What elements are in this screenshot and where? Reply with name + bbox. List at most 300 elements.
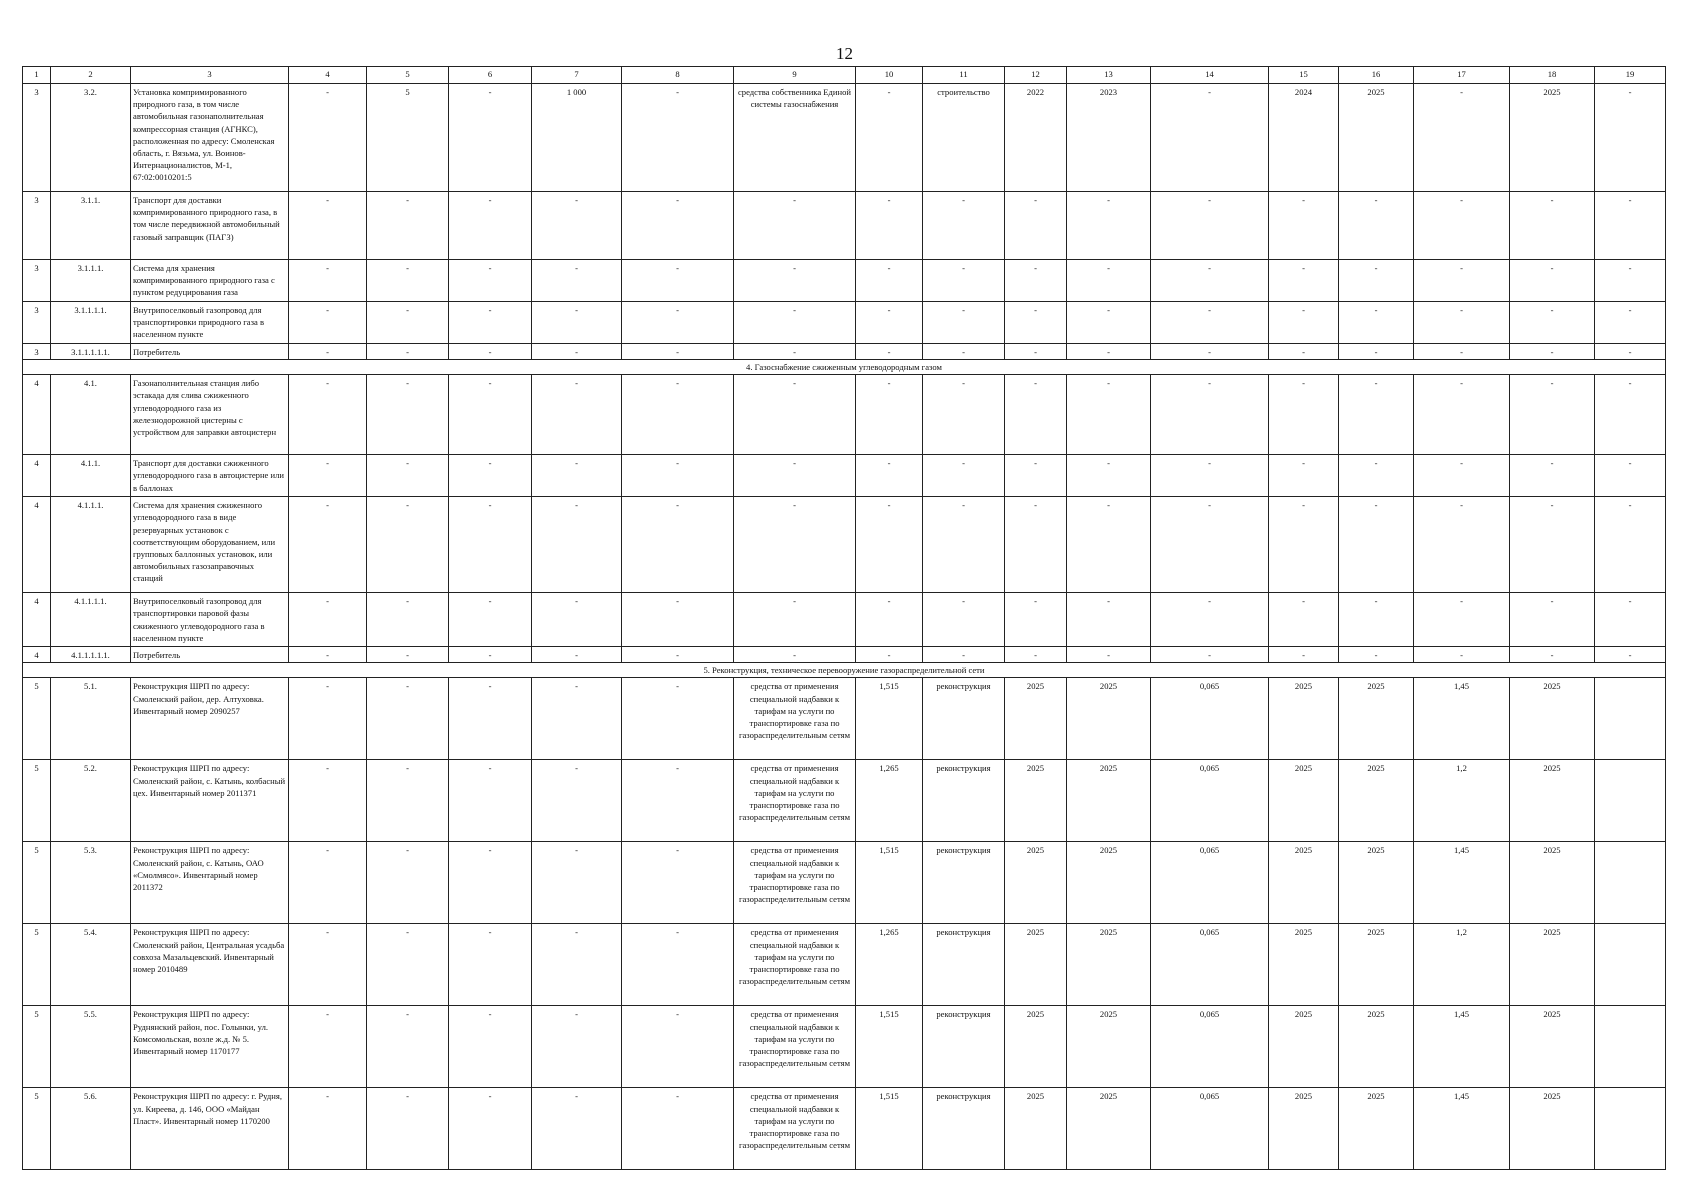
table-cell: - [856,260,923,302]
table-cell: - [1151,344,1269,360]
table-cell: 2025 [1339,842,1414,924]
object-name-cell: Транспорт для доставки компримированного природного газа, в том числе передвижной автомобильный газовый заправщик (ПАГЗ) [131,192,289,260]
table-cell: - [1510,344,1595,360]
table-cell: 4 [23,375,51,455]
table-cell: 2025 [1005,678,1067,760]
table-cell: 5 [23,1006,51,1088]
table-cell: - [1510,375,1595,455]
table-cell: - [1339,647,1414,663]
table-cell: - [1595,375,1666,455]
table-cell: 2025 [1510,1006,1595,1088]
table-cell [1595,842,1666,924]
table-cell: - [622,593,734,647]
object-name-cell: Газонаполнительная станция либо эстакада для слива сжиженного углеводородного газа из железнодорожной цистерны с устройством для заправки автоцистерн [131,375,289,455]
table-cell: - [289,678,367,760]
table-cell: - [449,647,532,663]
table-cell: - [1339,455,1414,497]
table-cell: - [734,455,856,497]
table-cell: - [1595,84,1666,192]
table-cell: - [367,455,449,497]
table-cell: 2025 [1067,760,1151,842]
table-cell: 3.1.1. [51,192,131,260]
table-cell: - [1414,455,1510,497]
table-cell: - [367,593,449,647]
table-cell: - [449,344,532,360]
table-cell: - [289,497,367,593]
table-cell: - [1339,344,1414,360]
table-cell: - [1414,344,1510,360]
table-cell: реконструкция [923,842,1005,924]
table-row [23,192,1666,260]
table-cell: - [1005,593,1067,647]
table-cell: - [856,302,923,344]
column-number-header: 10 [856,67,923,84]
table-row [23,302,1666,344]
table-row [23,260,1666,302]
table-cell: 3.1.1.1.1.1. [51,344,131,360]
table-cell: - [532,192,622,260]
table-cell: - [367,924,449,1006]
table-cell: - [622,497,734,593]
table-cell: - [289,455,367,497]
table-cell: 5.2. [51,760,131,842]
table-cell: - [367,842,449,924]
table-cell: 4 [23,455,51,497]
table-cell: - [1151,192,1269,260]
table-cell: - [1269,455,1339,497]
table-cell: - [449,678,532,760]
table-cell: 2025 [1005,1088,1067,1170]
table-cell: 1,45 [1414,1088,1510,1170]
section-header-row [23,663,1666,678]
table-body [23,84,1666,1170]
table-cell: - [856,84,923,192]
table-row [23,497,1666,593]
table-cell: - [532,260,622,302]
table-cell: - [367,302,449,344]
table-cell: 1,515 [856,1006,923,1088]
table-cell: - [734,647,856,663]
table-cell: - [1005,344,1067,360]
table-cell: - [622,84,734,192]
table-cell [1595,1088,1666,1170]
table-cell: 2023 [1067,84,1151,192]
table-cell: - [1005,260,1067,302]
table-cell: 5 [23,760,51,842]
table-cell: - [1067,455,1151,497]
table-cell: 2025 [1269,760,1339,842]
table-cell: - [856,192,923,260]
table-cell: 1,45 [1414,1006,1510,1088]
table-cell: - [1067,497,1151,593]
table-cell: 3 [23,344,51,360]
table-cell: - [622,1006,734,1088]
table-cell: - [367,1006,449,1088]
table-cell: 1,515 [856,678,923,760]
table-cell: 2025 [1005,842,1067,924]
table-cell: - [449,593,532,647]
column-number-header: 12 [1005,67,1067,84]
table-cell: 2025 [1067,1006,1151,1088]
table-cell: - [532,375,622,455]
table-cell: - [367,760,449,842]
table-cell: строительство [923,84,1005,192]
column-number-header: 7 [532,67,622,84]
table-cell: средства от применения специальной надбавки к тарифам на услуги по транспортировке газа по газораспределительным сетям [734,760,856,842]
table-cell: 3 [23,84,51,192]
table-cell: - [1595,497,1666,593]
table-cell: 2022 [1005,84,1067,192]
table-cell: 5.1. [51,678,131,760]
table-cell: 2025 [1510,1088,1595,1170]
table-cell: - [1067,302,1151,344]
column-number-header: 15 [1269,67,1339,84]
column-number-header: 14 [1151,67,1269,84]
column-number-header: 1 [23,67,51,84]
table-cell: - [734,593,856,647]
table-row [23,647,1666,663]
object-name-cell: Внутрипоселковый газопровод для транспортировки паровой фазы сжиженного углеводородного газа в населенном пункте [131,593,289,647]
column-number-header: 3 [131,67,289,84]
table-cell: 2025 [1269,924,1339,1006]
table-cell: - [449,760,532,842]
table-cell: 2025 [1339,678,1414,760]
table-cell: 5.5. [51,1006,131,1088]
table-cell: 4 [23,593,51,647]
table-cell: - [1595,344,1666,360]
table-cell: - [1595,455,1666,497]
table-cell: 4.1.1. [51,455,131,497]
table-cell: - [1067,344,1151,360]
table-row [23,678,1666,760]
table-cell: - [622,192,734,260]
table-cell: - [289,260,367,302]
table-cell: - [1005,192,1067,260]
table-row [23,760,1666,842]
table-cell: - [1414,647,1510,663]
table-cell: - [289,84,367,192]
table-cell: 0,065 [1151,760,1269,842]
table-cell: - [289,647,367,663]
table-row [23,924,1666,1006]
table-cell: - [289,1006,367,1088]
column-number-header: 8 [622,67,734,84]
table-cell: средства от применения специальной надбавки к тарифам на услуги по транспортировке газа по газораспределительным сетям [734,1006,856,1088]
table-cell: - [1269,375,1339,455]
table-cell: - [532,924,622,1006]
table-cell: - [622,455,734,497]
table-cell: реконструкция [923,1006,1005,1088]
table-cell: - [532,302,622,344]
table-cell: - [532,497,622,593]
table-cell: - [449,375,532,455]
table-cell: - [1005,455,1067,497]
column-number-header: 13 [1067,67,1151,84]
table-cell: 2025 [1067,924,1151,1006]
table-cell: - [1005,302,1067,344]
table-cell: - [1414,260,1510,302]
table-cell: 0,065 [1151,842,1269,924]
table-cell: - [367,344,449,360]
table-cell: - [1269,192,1339,260]
table-cell: - [1151,375,1269,455]
table-cell: - [1414,375,1510,455]
object-name-cell: Внутрипоселковый газопровод для транспортировки природного газа в населенном пункте [131,302,289,344]
table-cell: средства собственника Единой системы газоснабжения [734,84,856,192]
table-cell: реконструкция [923,678,1005,760]
table-cell: - [1510,593,1595,647]
table-cell: - [734,302,856,344]
page-number: 12 [836,44,853,63]
table-cell: - [367,1088,449,1170]
table-cell: 4.1.1.1.1. [51,593,131,647]
table-cell: - [1067,375,1151,455]
column-number-header: 18 [1510,67,1595,84]
table-cell: - [1595,302,1666,344]
table-row [23,375,1666,455]
table-row [23,1088,1666,1170]
table-cell: - [856,647,923,663]
table-cell: - [923,497,1005,593]
table-row [23,1006,1666,1088]
section-header-row [23,360,1666,375]
table-cell: 5 [367,84,449,192]
table-cell: 4 [23,647,51,663]
table-cell: - [367,647,449,663]
table-cell: реконструкция [923,1088,1005,1170]
table-cell: 3.2. [51,84,131,192]
column-number-header: 4 [289,67,367,84]
table-cell: - [289,1088,367,1170]
table-cell: 1,265 [856,760,923,842]
table-cell [1595,1006,1666,1088]
table-cell: 2025 [1510,84,1595,192]
table-cell: 4 [23,497,51,593]
table-cell: - [622,260,734,302]
table-cell: - [289,344,367,360]
table-cell: - [734,260,856,302]
table-cell: - [1269,497,1339,593]
table-cell: - [1510,647,1595,663]
table-cell: - [1510,497,1595,593]
table-cell: 2025 [1269,1088,1339,1170]
table-cell: 2025 [1269,842,1339,924]
table-cell: - [1067,647,1151,663]
table-cell: - [532,647,622,663]
table-cell [1595,924,1666,1006]
table-cell: - [449,192,532,260]
table-cell: - [449,497,532,593]
table-cell: - [622,760,734,842]
object-name-cell: Система для хранения компримированного природного газа с пунктом редуцирования газа [131,260,289,302]
table-cell: - [367,497,449,593]
table-cell: - [1269,344,1339,360]
table-cell: 3.1.1.1. [51,260,131,302]
table-cell: - [1595,647,1666,663]
table-cell [1595,678,1666,760]
object-name-cell: Потребитель [131,647,289,663]
table-cell: - [622,647,734,663]
table-cell: - [1414,497,1510,593]
table-cell: - [622,678,734,760]
object-name-cell: Реконструкция ШРП по адресу: Смоленский район, Центральная усадьба совхоза Мазальцевский. Инвентарный номер 2010489 [131,924,289,1006]
table-cell: 2025 [1005,1006,1067,1088]
investment-program-table [22,66,1666,1170]
section-title: 5. Реконструкция, техническое перевооружение газораспределительной сети [23,663,1666,678]
table-cell: - [1067,260,1151,302]
table-cell: - [532,842,622,924]
table-cell: 3 [23,192,51,260]
table-cell: 5.3. [51,842,131,924]
object-name-cell: Реконструкция ШРП по адресу: Смоленский район, с. Катынь, ОАО «Смолмясо». Инвентарный номер 2011372 [131,842,289,924]
table-cell: - [1595,192,1666,260]
object-name-cell: Потребитель [131,344,289,360]
table-cell: - [367,678,449,760]
table-cell: - [856,344,923,360]
table-cell: - [1269,260,1339,302]
table-cell: 1,2 [1414,760,1510,842]
table-cell: 3 [23,302,51,344]
table-cell: - [923,302,1005,344]
column-number-header: 11 [923,67,1005,84]
table-cell: - [449,455,532,497]
table-cell: - [1414,593,1510,647]
table-cell: - [923,647,1005,663]
column-number-header: 16 [1339,67,1414,84]
table-cell: 3 [23,260,51,302]
table-cell: 2025 [1339,924,1414,1006]
table-cell: - [923,260,1005,302]
table-cell: - [1151,497,1269,593]
table-cell: - [532,1088,622,1170]
table-cell: 2025 [1005,924,1067,1006]
section-title: 4. Газоснабжение сжиженным углеводородным газом [23,360,1666,375]
table-cell: - [622,375,734,455]
table-cell: - [532,344,622,360]
table-cell: - [1339,593,1414,647]
table-cell: - [622,842,734,924]
table-cell: 2025 [1005,760,1067,842]
table-cell: - [532,678,622,760]
table-cell: - [449,84,532,192]
table-row [23,842,1666,924]
table-cell: - [1269,302,1339,344]
table-cell: 2025 [1510,924,1595,1006]
table-cell: - [1595,593,1666,647]
table-cell: 2024 [1269,84,1339,192]
column-number-header: 9 [734,67,856,84]
table-cell: 1,265 [856,924,923,1006]
table-cell: - [289,302,367,344]
table-cell: 2025 [1339,760,1414,842]
table-row [23,344,1666,360]
table-cell: 2025 [1339,1006,1414,1088]
table-row [23,84,1666,192]
table-cell: - [622,302,734,344]
table-cell: - [289,593,367,647]
column-number-header: 2 [51,67,131,84]
table-cell: - [289,375,367,455]
table-cell: - [622,344,734,360]
table-cell: - [532,1006,622,1088]
table-cell: 2025 [1269,678,1339,760]
table-cell: - [1414,84,1510,192]
table-cell: - [1510,260,1595,302]
table-cell: - [1339,375,1414,455]
table-cell: - [449,260,532,302]
table-cell: - [1339,260,1414,302]
table-cell: - [1510,192,1595,260]
table-cell: - [367,260,449,302]
table-cell: средства от применения специальной надбавки к тарифам на услуги по транспортировке газа по газораспределительным сетям [734,924,856,1006]
table-cell: - [622,1088,734,1170]
table-cell: реконструкция [923,924,1005,1006]
table-cell: 5.4. [51,924,131,1006]
table-cell: - [1414,192,1510,260]
table-cell: 2025 [1067,842,1151,924]
object-name-cell: Реконструкция ШРП по адресу: г. Рудня, ул. Киреева, д. 146, ООО «Майдан Пласт». Инвентарный номер 1170200 [131,1088,289,1170]
table-cell: - [289,842,367,924]
table-cell: 5 [23,842,51,924]
table-cell: 0,065 [1151,924,1269,1006]
table-cell: 3.1.1.1.1. [51,302,131,344]
table-cell: - [923,375,1005,455]
table-cell: - [1510,302,1595,344]
table-cell: - [856,375,923,455]
table-cell: - [449,1088,532,1170]
table-cell: - [1510,455,1595,497]
table-cell: - [1151,302,1269,344]
table-cell: - [1595,260,1666,302]
table-cell: - [449,842,532,924]
table-cell: средства от применения специальной надбавки к тарифам на услуги по транспортировке газа по газораспределительным сетям [734,842,856,924]
table-cell: - [1151,260,1269,302]
table-cell: - [1151,647,1269,663]
table-cell: 1 000 [532,84,622,192]
table-cell: - [532,455,622,497]
column-number-header: 5 [367,67,449,84]
object-name-cell: Реконструкция ШРП по адресу: Смоленский район, с. Катынь, колбасный цех. Инвентарный номер 2011371 [131,760,289,842]
table-cell: 5 [23,678,51,760]
object-name-cell: Реконструкция ШРП по адресу: Руднянский район, пос. Голынки, ул. Комсомольская, возле ж.д. № 5. Инвентарный номер 1170177 [131,1006,289,1088]
table-cell: - [1151,84,1269,192]
table-cell: 1,515 [856,842,923,924]
table-cell: средства от применения специальной надбавки к тарифам на услуги по транспортировке газа по газораспределительным сетям [734,678,856,760]
table-cell: 2025 [1339,84,1414,192]
table-cell: - [1005,375,1067,455]
table-row [23,593,1666,647]
table-cell: - [1269,647,1339,663]
table-cell: - [449,1006,532,1088]
object-name-cell: Транспорт для доставки сжиженного углеводородного газа в автоцистерне или в баллонах [131,455,289,497]
table-cell: средства от применения специальной надбавки к тарифам на услуги по транспортировке газа по газораспределительным сетям [734,1088,856,1170]
table-cell: 1,45 [1414,842,1510,924]
table-cell: - [1067,593,1151,647]
table-cell: - [289,760,367,842]
table-cell: - [923,455,1005,497]
table-cell: - [856,593,923,647]
table-cell: - [1269,593,1339,647]
table-cell: 4.1.1.1.1.1. [51,647,131,663]
table-cell: - [532,760,622,842]
table-cell: 5 [23,924,51,1006]
table-cell: - [1005,497,1067,593]
table-cell: 0,065 [1151,1088,1269,1170]
table-cell: 2025 [1269,1006,1339,1088]
table-cell: - [1339,302,1414,344]
column-number-header: 6 [449,67,532,84]
table-cell: - [1414,302,1510,344]
